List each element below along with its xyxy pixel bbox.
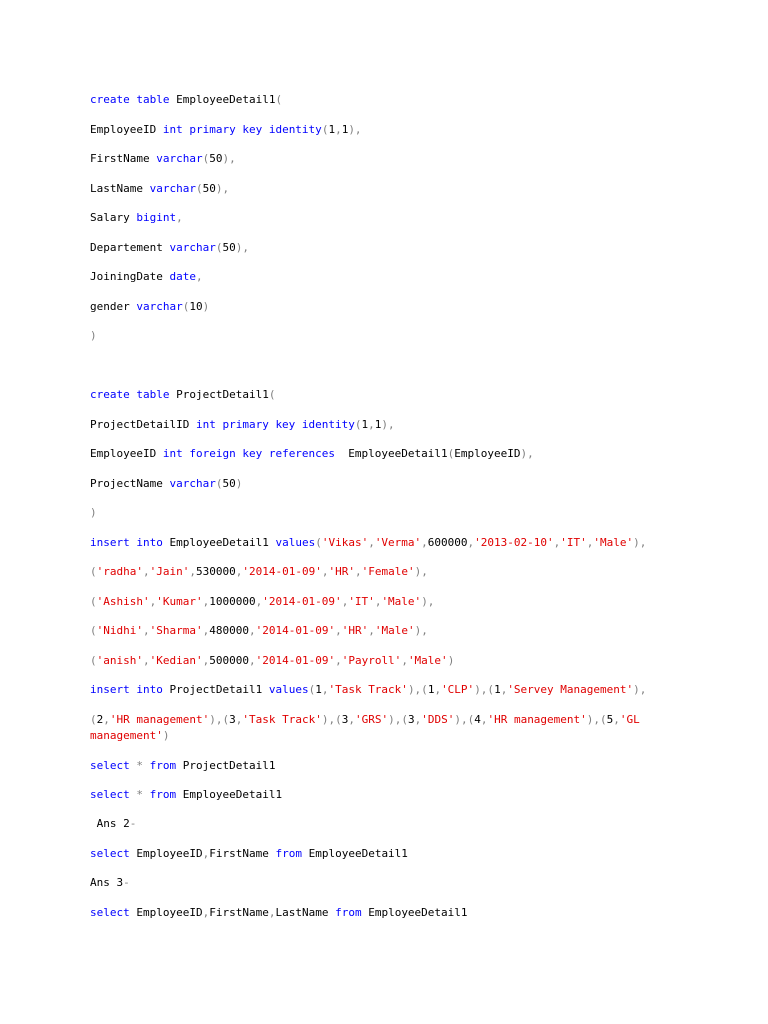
code-token: ),( [321, 713, 342, 726]
code-token: 'Task Track' [328, 683, 408, 696]
code-token: 3 [341, 713, 349, 726]
code-token: ( [90, 713, 97, 726]
code-token: - [129, 817, 137, 830]
code-token: EmployeeID [454, 447, 521, 460]
code-token: , [202, 906, 210, 919]
code-token: FirstName [209, 847, 276, 860]
code-token: ( [447, 447, 455, 460]
code-token: 'HR' [328, 565, 355, 578]
code-token: ) [235, 477, 243, 490]
code-token: 'IT' [348, 595, 375, 608]
code-token: 1 [494, 683, 501, 696]
code-token: , [321, 683, 329, 696]
code-token: int foreign key references [162, 447, 336, 460]
code-token: 'Payroll' [341, 654, 402, 667]
code-token: varchar [169, 477, 216, 490]
code-line [90, 181, 650, 197]
code-token: 50 [222, 477, 236, 490]
code-token: 530000 [195, 565, 236, 578]
code-token: varchar [156, 152, 203, 165]
code-line [90, 623, 650, 639]
code-token: 'Vikas' [321, 536, 369, 549]
code-token: JoiningDate [90, 270, 170, 283]
code-token: , [613, 713, 620, 726]
code-token: 'Verma' [374, 536, 422, 549]
code-line [90, 122, 650, 138]
code-token: date [169, 270, 196, 283]
code-token: , [421, 536, 428, 549]
code-token: , [401, 654, 408, 667]
code-token: ( [268, 388, 276, 401]
code-token: EmployeeID [90, 123, 163, 136]
code-token: ), [348, 123, 362, 136]
code-line [90, 446, 650, 462]
code-line [90, 210, 650, 226]
code-token: , [368, 624, 375, 637]
code-token: insert into [90, 536, 163, 549]
code-token: ( [90, 654, 97, 667]
code-token: , [467, 536, 475, 549]
code-token: , [142, 624, 150, 637]
code-token: 'Task Track' [242, 713, 322, 726]
code-token: 'Ashish' [96, 595, 150, 608]
code-token: EmployeeDetail1 [335, 447, 448, 460]
code-token: ( [202, 152, 210, 165]
code-token: 1 [361, 418, 369, 431]
code-token: ) [90, 329, 97, 342]
code-token: 50 [202, 182, 216, 195]
code-line [90, 535, 650, 551]
code-token: , [255, 595, 263, 608]
code-token: from [275, 847, 302, 860]
code-line [90, 151, 650, 167]
code-token: 'Nidhi' [96, 624, 143, 637]
code-token: bigint [136, 211, 177, 224]
code-token: ),( [388, 713, 408, 726]
code-line [90, 417, 650, 433]
code-token: ProjectDetail1 [162, 683, 269, 696]
code-token: ( [215, 477, 223, 490]
code-token: 1 [341, 123, 349, 136]
code-line [90, 269, 650, 285]
code-token: ),( [474, 683, 495, 696]
code-token: , [189, 565, 196, 578]
code-token: 600000 [427, 536, 468, 549]
code-token: , [149, 595, 157, 608]
code-token: values [268, 683, 309, 696]
code-token: '2014-01-09' [255, 654, 336, 667]
code-token: EmployeeDetail1 [162, 536, 276, 549]
code-token: ( [215, 241, 223, 254]
code-token: ) [162, 729, 170, 742]
code-token: 'GL management' [90, 713, 647, 742]
code-token: ) [202, 300, 210, 313]
code-token: 'CLP' [441, 683, 475, 696]
code-token: EmployeeDetail1 [169, 93, 276, 106]
code-token: ), [235, 241, 249, 254]
code-token: , [195, 270, 203, 283]
code-token: , [414, 713, 422, 726]
code-token: , [348, 713, 355, 726]
code-token: * [129, 759, 150, 772]
code-token: 10 [189, 300, 203, 313]
code-line [90, 787, 650, 803]
code-line [90, 816, 650, 832]
code-token: EmployeeDetail1 [361, 906, 468, 919]
code-token: Salary [90, 211, 137, 224]
code-token: 'Male' [374, 624, 415, 637]
code-token: values [275, 536, 316, 549]
code-token: LastName [275, 906, 336, 919]
code-token: , [374, 595, 382, 608]
code-token: 480000 [209, 624, 249, 637]
code-token: 50 [209, 152, 223, 165]
code-line [90, 387, 650, 403]
code-token: insert into [90, 683, 163, 696]
code-token: , [176, 211, 183, 224]
code-token: ( [354, 418, 362, 431]
code-token: ( [308, 683, 316, 696]
code-token: 'radha' [96, 565, 143, 578]
code-token: ), [633, 536, 647, 549]
code-token: ), [414, 624, 428, 637]
code-token: LastName [90, 182, 150, 195]
code-token: from [149, 788, 177, 801]
code-token: , [368, 536, 375, 549]
code-token: EmployeeDetail1 [301, 847, 408, 860]
code-token: select [90, 759, 130, 772]
code-line [90, 328, 650, 344]
code-line [90, 594, 650, 610]
code-token: ProjectDetail1 [169, 388, 269, 401]
code-token: 'Male' [593, 536, 634, 549]
code-token: 1000000 [209, 595, 256, 608]
code-token: , [321, 565, 329, 578]
code-token: 'Jain' [149, 565, 190, 578]
code-token: ),( [586, 713, 607, 726]
code-token: '2013-02-10' [474, 536, 554, 549]
code-token: int primary key identity [195, 418, 355, 431]
code-token: , [335, 654, 342, 667]
code-token: EmployeeID [129, 847, 203, 860]
code-token: ProjectName [90, 477, 170, 490]
code-token: 3 [407, 713, 415, 726]
code-token: ProjectDetail1 [176, 759, 276, 772]
code-token: 1 [315, 683, 322, 696]
code-token: 500000 [209, 654, 249, 667]
code-token: 3 [229, 713, 236, 726]
code-token: from [335, 906, 362, 919]
code-token: , [335, 123, 342, 136]
code-token: 'Kumar' [156, 595, 203, 608]
code-token: ),( [454, 713, 475, 726]
code-token: ),( [407, 683, 428, 696]
code-line [90, 653, 650, 669]
code-token: from [149, 759, 177, 772]
code-token: '2014-01-09' [262, 595, 342, 608]
code-token: - [123, 876, 130, 889]
code-token: ( [90, 595, 97, 608]
code-token: int primary key identity [162, 123, 322, 136]
code-line [90, 476, 650, 492]
code-token: , [335, 624, 342, 637]
code-token: ( [275, 93, 283, 106]
code-token: Departement [90, 241, 170, 254]
code-token: select [90, 847, 130, 860]
code-token: 1 [427, 683, 435, 696]
code-token: , [586, 536, 594, 549]
code-token: , [142, 565, 150, 578]
code-token: ( [90, 624, 97, 637]
code-token: create table [90, 93, 170, 106]
code-token: ),( [209, 713, 230, 726]
code-line [90, 564, 650, 580]
code-token: , [202, 654, 210, 667]
code-token: 'DDS' [421, 713, 455, 726]
code-token: varchar [149, 182, 196, 195]
code-token: , [341, 595, 349, 608]
code-token: , [553, 536, 561, 549]
code-token: varchar [169, 241, 216, 254]
code-token: , [235, 713, 243, 726]
code-line [90, 905, 650, 921]
code-token: gender [90, 300, 137, 313]
code-token: ProjectDetailID [90, 418, 196, 431]
code-token: , [368, 418, 375, 431]
code-token: 'Female' [361, 565, 415, 578]
code-token: ) [90, 506, 97, 519]
code-token: ( [315, 536, 322, 549]
code-line [90, 92, 650, 108]
code-line [90, 846, 650, 862]
code-token: , [354, 565, 362, 578]
code-token: 'Kedian' [149, 654, 203, 667]
code-token: 5 [606, 713, 614, 726]
code-token: , [202, 847, 210, 860]
code-token: EmployeeDetail1 [176, 788, 283, 801]
code-token: EmployeeID [129, 906, 203, 919]
code-token: 2 [96, 713, 104, 726]
code-token: , [480, 713, 488, 726]
code-token: FirstName [209, 906, 269, 919]
code-token: 1 [328, 123, 336, 136]
code-token: select [90, 788, 130, 801]
code-token: 'HR management' [487, 713, 587, 726]
code-token: * [129, 788, 150, 801]
code-token: FirstName [90, 152, 157, 165]
code-token: , [103, 713, 110, 726]
code-token: '2014-01-09' [255, 624, 336, 637]
code-token: ), [520, 447, 534, 460]
code-token: 'Male' [407, 654, 448, 667]
code-token: Ans 2 [90, 817, 130, 830]
code-token: , [268, 906, 276, 919]
code-token: ), [215, 182, 230, 195]
code-token: , [248, 654, 256, 667]
code-token: 'Sharma' [149, 624, 203, 637]
code-line [90, 505, 650, 521]
code-token: ), [414, 565, 428, 578]
code-token: varchar [136, 300, 183, 313]
code-token: select [90, 906, 130, 919]
code-token: ), [421, 595, 435, 608]
code-token: 'Male' [381, 595, 422, 608]
code-line [90, 875, 650, 891]
code-token: '2014-01-09' [242, 565, 322, 578]
code-token: ( [182, 300, 190, 313]
code-token: Ans 3 [90, 876, 124, 889]
code-token: ), [222, 152, 236, 165]
code-token: , [202, 624, 210, 637]
code-token: 4 [474, 713, 481, 726]
code-token: ( [90, 565, 97, 578]
code-token: ), [633, 683, 647, 696]
code-token: 'IT' [560, 536, 587, 549]
code-token: 'HR' [341, 624, 369, 637]
code-token: , [434, 683, 442, 696]
code-token: EmployeeID [90, 447, 163, 460]
code-token: 1 [374, 418, 382, 431]
code-token: , [248, 624, 256, 637]
code-token: , [202, 595, 210, 608]
code-token: 50 [222, 241, 236, 254]
code-token: 'HR management' [109, 713, 210, 726]
code-line [90, 712, 650, 744]
code-token: 'Servey Management' [507, 683, 634, 696]
code-line [90, 240, 650, 256]
code-token: ), [381, 418, 395, 431]
code-token: 'GRS' [354, 713, 389, 726]
code-token: , [235, 565, 243, 578]
code-line [90, 299, 650, 315]
code-token: , [142, 654, 150, 667]
code-token: ( [195, 182, 203, 195]
code-token: 'anish' [96, 654, 143, 667]
code-token: ) [447, 654, 455, 667]
code-token: create table [90, 388, 170, 401]
code-line [90, 682, 650, 698]
code-token: ( [321, 123, 329, 136]
code-token: , [500, 683, 508, 696]
code-line [90, 758, 650, 774]
